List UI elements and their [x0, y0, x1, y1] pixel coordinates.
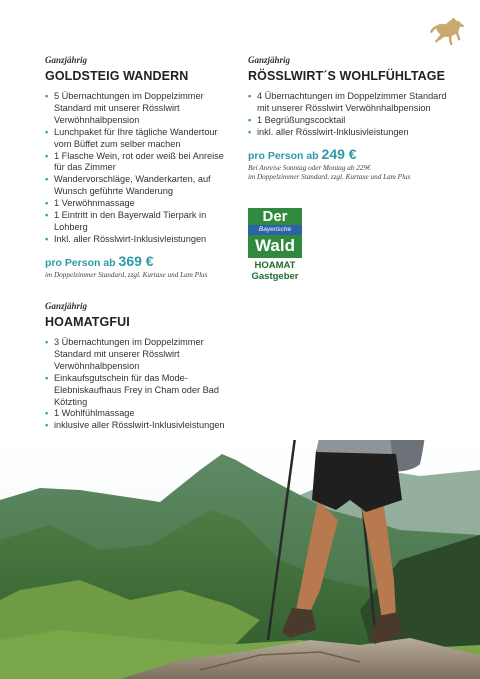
offer-season: Ganzjährig: [248, 55, 291, 65]
price-prefix: pro Person ab: [45, 256, 116, 269]
price-amount: 369 €: [118, 252, 154, 269]
price-note: Bei Anreise Sonntag oder Montag ab 229€: [248, 163, 371, 172]
list-item: • Inkl. aller Rösslwirt-Inklusivleistungen: [45, 234, 235, 246]
offer-title: HOAMATGFUI: [45, 315, 130, 329]
badge-flag: [248, 208, 302, 258]
offer-price: [248, 146, 448, 162]
list-item: • 4 Übernachtungen im Doppelzimmer Standard mit unserer Rösslwirt Verwöhnhalbpension: [248, 91, 448, 115]
list-item: • inkl. aller Rösslwirt-Inklusivleistungen: [248, 127, 448, 139]
offer-item-list: [248, 91, 448, 139]
hiker-mountain-photo: [0, 440, 480, 679]
price-note: im Doppelzimmer Standard, zzgl. Kurtaxe und Lam Plus: [45, 270, 208, 279]
bayerischer-wald-hoamat-gastgeber-badge: [248, 208, 302, 282]
list-item: • 5 Übernachtungen im Doppelzimmer Standard mit unserer Rösslwirt Verwöhnhalbpension: [45, 91, 235, 127]
offer-title: GOLDSTEIG WANDERN: [45, 69, 189, 83]
badge-gastgeber: Gastgeber: [251, 271, 299, 282]
offer-item-list: [45, 337, 235, 432]
price-note: im Doppelzimmer Standard, zzgl. Kurtaxe und Lam Plus: [248, 173, 411, 182]
offer-season: Ganzjährig: [45, 55, 88, 65]
price-amount: 249 €: [321, 145, 357, 162]
list-item: • Wandervorschläge, Wanderkarten, auf Wunsch geführte Wanderung: [45, 174, 235, 198]
list-item: • 1 Flasche Wein, rot oder weiß bei Anreise für das Zimmer: [45, 151, 235, 175]
badge-wald: Wald: [255, 236, 295, 255]
offer-goldsteig-wandern: [45, 55, 235, 280]
offer-season: Ganzjährig: [45, 301, 88, 311]
badge-der: Der: [262, 208, 288, 225]
offer-item-list: [45, 91, 235, 246]
list-item: • 1 Verwöhnmassage: [45, 198, 235, 210]
list-item: • 1 Begrüßungscocktail: [248, 115, 448, 127]
list-item: • 3 Übernachtungen im Doppelzimmer Standard mit unserer Rösslwirt Verwöhnhalbpension: [45, 337, 235, 373]
badge-hoamat: HOAMAT: [254, 260, 296, 271]
price-prefix: pro Person ab: [248, 149, 319, 162]
list-item: • Einkaufsgutschein für das Mode-Elebniskaufhaus Frey in Cham oder Bad Kötzting: [45, 373, 235, 409]
offer-price: [45, 253, 235, 269]
list-item: • 1 Eintritt in den Bayerwald Tierpark in Lohberg: [45, 210, 235, 234]
offer-roesslwirts-wohlfuehltage: [248, 55, 448, 183]
list-item: • Lunchpaket für Ihre tägliche Wandertour vom Büffet zum selber machen: [45, 127, 235, 151]
list-item: • 1 Wohlfühlmassage: [45, 408, 235, 420]
list-item: • inklusive aller Rösslwirt-Inklusivleistungen: [45, 420, 235, 432]
horse-logo-icon: [428, 18, 466, 52]
offer-title: RÖSSLWIRT´S WOHLFÜHLTAGE: [248, 69, 446, 83]
badge-bayerische: Bayerische: [258, 226, 292, 233]
